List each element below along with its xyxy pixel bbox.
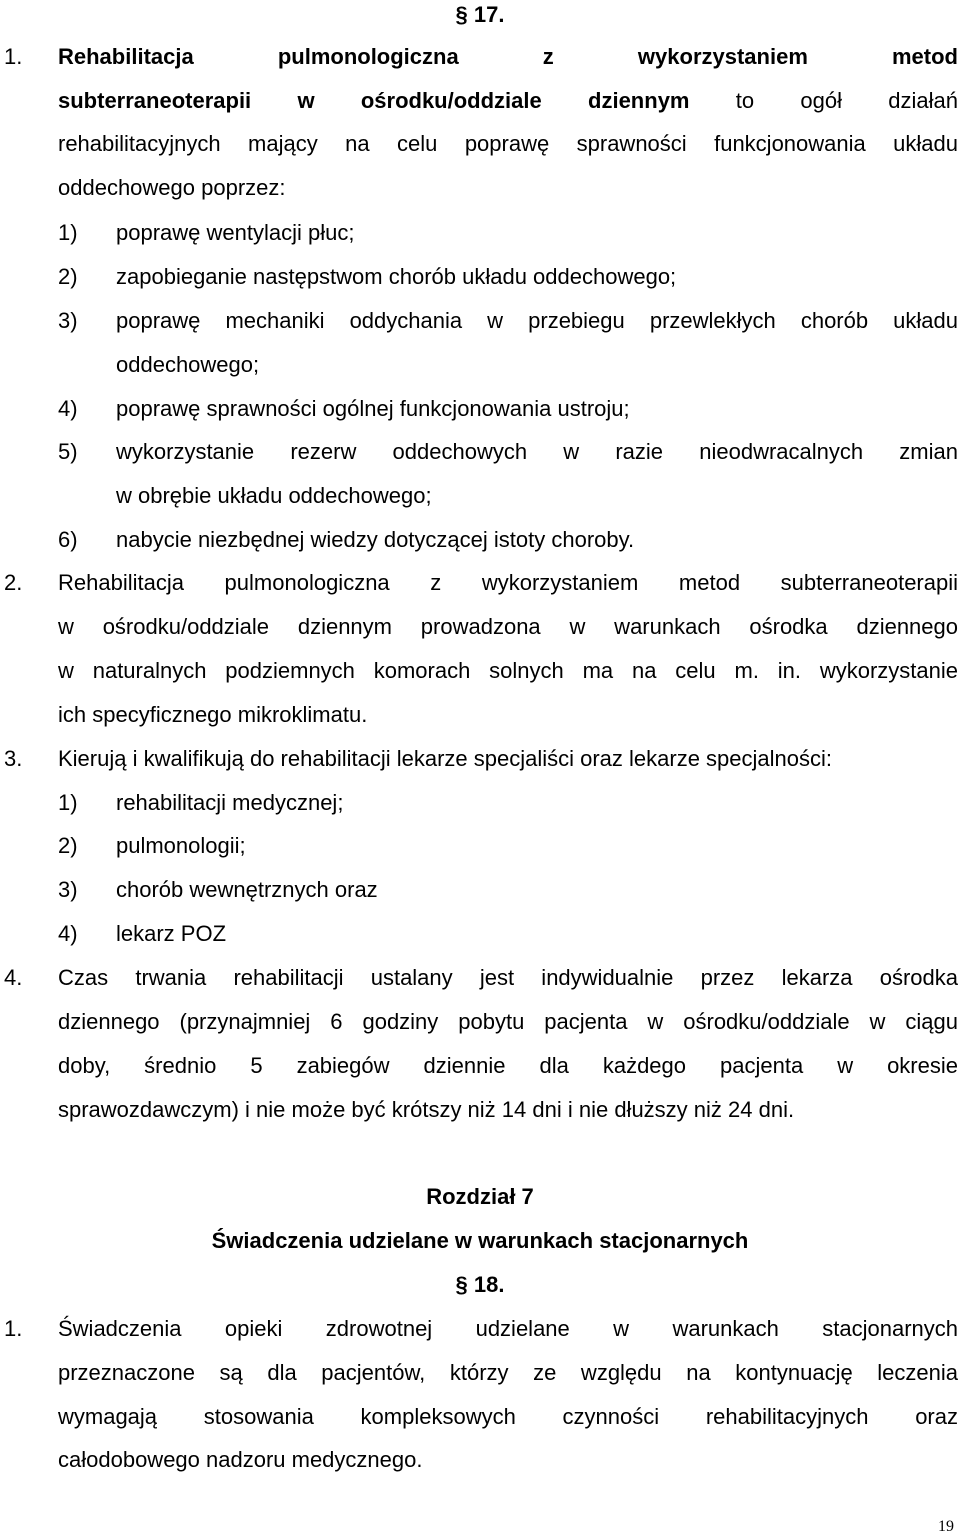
chapter-title: Świadczenia udzielane w warunkach stacjonarnych — [211, 1228, 749, 1253]
paragraph-line: oddechowego poprzez: — [58, 175, 286, 200]
list-item: nabycie niezbędnej wiedzy dotyczącej istoty choroby. — [116, 527, 635, 552]
list-item-number: 5) — [58, 439, 78, 464]
chapter-heading: Rozdział 7 — [426, 1184, 534, 1209]
list-item: poprawę wentylacji płuc; — [116, 220, 355, 245]
list-item-number: 3) — [58, 308, 78, 333]
list-item: rehabilitacji medycznej; — [116, 790, 344, 815]
paragraph-number: 1. — [4, 1316, 23, 1341]
list-item: wykorzystanie rezerw oddechowych w razie nieodwracalnych zmian — [116, 439, 958, 464]
list-item-number: 3) — [58, 877, 78, 902]
list-item: lekarz POZ — [116, 921, 227, 946]
paragraph-number: 4. — [4, 965, 23, 990]
list-item-continuation: w obrębie układu oddechowego; — [116, 483, 432, 508]
list-item-number: 2) — [58, 264, 78, 289]
page-number: 19 — [938, 1518, 954, 1535]
paragraph-number: 1. — [4, 44, 23, 69]
paragraph-line: w naturalnych podziemnych komorach solnych ma na celu m. in. wykorzystanie — [58, 658, 958, 683]
paragraph-line-bold: subterraneoterapii w ośrodku/oddziale dziennym — [58, 88, 690, 113]
paragraph-number: 3. — [4, 746, 23, 771]
list-item-number: 1) — [58, 220, 78, 245]
section-18-heading: § 18. — [455, 1272, 505, 1297]
paragraph-line: w ośrodku/oddziale dziennym prowadzona w warunkach ośrodka dziennego — [58, 614, 958, 639]
paragraph-line: ich specyficznego mikroklimatu. — [58, 702, 368, 727]
list-item: poprawę mechaniki oddychania w przebiegu przewlekłych chorób układu — [116, 308, 958, 333]
list-item-number: 2) — [58, 833, 78, 858]
paragraph-line: Rehabilitacja pulmonologiczna z wykorzystaniem metod — [58, 44, 958, 69]
paragraph-line: wymagają stosowania kompleksowych czynności rehabilitacyjnych oraz — [58, 1404, 958, 1429]
list-item-number: 4) — [58, 921, 78, 946]
list-item-number: 6) — [58, 527, 78, 552]
paragraph-line: Rehabilitacja pulmonologiczna z wykorzystaniem metod subterraneoterapii — [58, 570, 958, 595]
paragraph-line: dziennego (przynajmniej 6 godziny pobytu pacjenta w ośrodku/oddziale w ciągu — [58, 1009, 958, 1034]
list-item-continuation: oddechowego; — [116, 352, 260, 377]
list-item-number: 1) — [58, 790, 78, 815]
paragraph-line: Czas trwania rehabilitacji ustalany jest indywidualnie przez lekarza ośrodka — [58, 965, 958, 990]
paragraph-number: 2. — [4, 570, 23, 595]
paragraph-line: doby, średnio 5 zabiegów dziennie dla każdego pacjenta w okresie — [58, 1053, 958, 1078]
list-item: poprawę sprawności ogólnej funkcjonowania ustroju; — [116, 396, 630, 421]
list-item: zapobieganie następstwom chorób układu oddechowego; — [116, 264, 677, 289]
list-item-number: 4) — [58, 396, 78, 421]
paragraph-line: Kierują i kwalifikują do rehabilitacji lekarze specjaliści oraz lekarze specjalności: — [58, 746, 833, 771]
paragraph-line: Świadczenia opieki zdrowotnej udzielane w warunkach stacjonarnych — [58, 1316, 958, 1341]
list-item: pulmonologii; — [116, 833, 246, 858]
list-item: chorób wewnętrznych oraz — [116, 877, 378, 902]
paragraph-line — [58, 88, 958, 114]
section-17-heading: § 17. — [455, 2, 505, 27]
paragraph-line: przeznaczone są dla pacjentów, którzy ze względu na kontynuację leczenia — [58, 1360, 958, 1385]
paragraph-line: rehabilitacyjnych mający na celu poprawę sprawności funkcjonowania układu — [58, 131, 958, 156]
paragraph-line: sprawozdawczym) i nie może być krótszy niż 14 dni i nie dłuższy niż 24 dni. — [58, 1097, 795, 1122]
paragraph-line: całodobowego nadzoru medycznego. — [58, 1447, 423, 1472]
paragraph-line-tail: to ogół działań — [735, 88, 958, 113]
